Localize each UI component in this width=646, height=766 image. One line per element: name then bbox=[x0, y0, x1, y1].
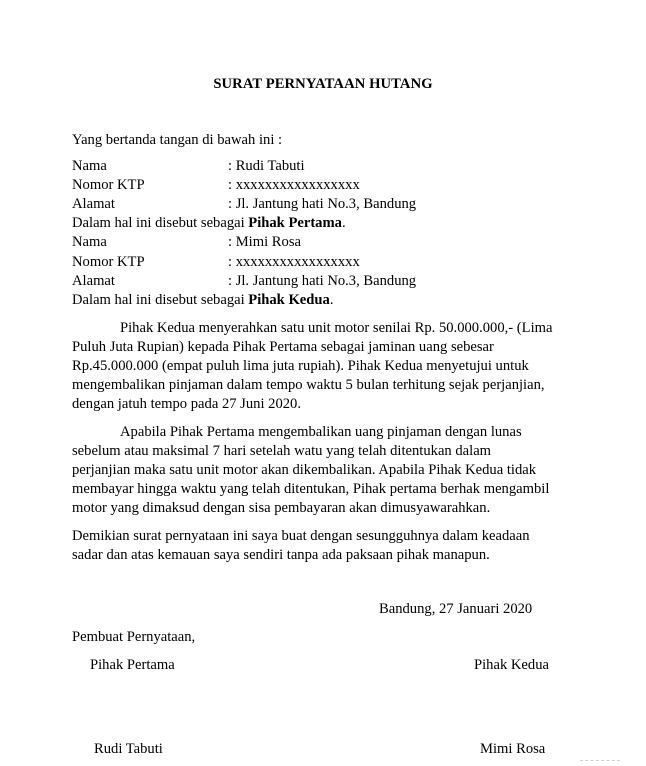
party2-address-value: : Jl. Jantung hati No.3, Bandung bbox=[228, 273, 417, 289]
party2-desc-bold: Pihak Kedua bbox=[248, 292, 330, 308]
paragraph-line: membayar hingga waktu yang telah ditentukan, Pihak pertama berhak mengambil bbox=[72, 481, 550, 497]
signer-left-role: Pihak Pertama bbox=[90, 657, 175, 673]
party2-desc-prefix: Dalam hal ini disebut sebagai bbox=[72, 292, 249, 308]
party1-desc-suffix: . bbox=[341, 215, 346, 231]
party1-address-label: Alamat bbox=[72, 196, 115, 212]
party1-name-value: : Rudi Tabuti bbox=[228, 158, 305, 174]
signer-right-name: Mimi Rosa bbox=[480, 741, 546, 757]
party1-ktp-value: : xxxxxxxxxxxxxxxxx bbox=[228, 177, 360, 193]
signer-right-role: Pihak Kedua bbox=[474, 657, 549, 673]
party1-address-value: : Jl. Jantung hati No.3, Bandung bbox=[228, 196, 417, 212]
paragraph-line: Demikian surat pernyataan ini saya buat dengan sesungguhnya dalam keadaan bbox=[72, 528, 530, 544]
intro-text: Yang bertanda tangan di bawah ini : bbox=[72, 132, 283, 148]
paragraph-line: Rp.45.000.000 (empat puluh lima juta rupiah). Pihak Kedua menyetujui untuk bbox=[72, 358, 529, 374]
paragraph-line: Pihak Kedua menyerahkan satu unit motor senilai Rp. 50.000.000,- (Lima bbox=[120, 320, 553, 336]
party1-desc-prefix: Dalam hal ini disebut sebagai bbox=[72, 215, 249, 231]
party2-description bbox=[72, 292, 333, 309]
maker-label: Pembuat Pernyataan, bbox=[72, 629, 196, 645]
party2-desc-suffix: . bbox=[329, 292, 334, 308]
party2-ktp-value: : xxxxxxxxxxxxxxxxx bbox=[228, 254, 360, 270]
paragraph-line: motor yang dimaksud dengan sisa pembayaran akan dimusyawarahkan. bbox=[72, 500, 491, 516]
paragraph-line: sebelum atau maksimal 7 hari setelah watu yang telah ditentukan dalam bbox=[72, 443, 492, 459]
place-date: Bandung, 27 Januari 2020 bbox=[379, 601, 533, 617]
document-title: SURAT PERNYATAAN HUTANG bbox=[213, 76, 433, 92]
signer-left-name: Rudi Tabuti bbox=[94, 741, 163, 757]
party2-name-label: Nama bbox=[72, 234, 107, 250]
party2-address-label: Alamat bbox=[72, 273, 115, 289]
party1-description bbox=[72, 215, 346, 232]
paragraph-2 bbox=[72, 423, 564, 518]
paragraph-line: Apabila Pihak Pertama mengembalikan uang pinjaman dengan lunas bbox=[120, 424, 522, 440]
paragraph-1 bbox=[72, 319, 564, 414]
page-margin-marker bbox=[580, 760, 620, 761]
party2-name-value: : Mimi Rosa bbox=[228, 234, 301, 250]
paragraph-line: Puluh Juta Rupian) kepada Pihak Pertama sebagai jaminan uang sebesar bbox=[72, 339, 494, 355]
party2-ktp-label: Nomor KTP bbox=[72, 254, 145, 270]
party1-desc-bold: Pihak Pertama bbox=[248, 215, 342, 231]
paragraph-3 bbox=[72, 527, 564, 565]
paragraph-line: dengan jatuh tempo pada 27 Juni 2020. bbox=[72, 396, 301, 412]
paragraph-line: sadar dan atas kemauan saya sendiri tanpa ada paksaan pihak manapun. bbox=[72, 547, 490, 563]
paragraph-line: perjanjian maka satu unit motor akan dikembalikan. Apabila Pihak Kedua tidak bbox=[72, 462, 537, 478]
paragraph-line: mengembalikan pinjaman dalam tempo waktu 5 bulan terhitung sejak perjanjian, bbox=[72, 377, 545, 393]
party1-name-label: Nama bbox=[72, 158, 107, 174]
party1-ktp-label: Nomor KTP bbox=[72, 177, 145, 193]
